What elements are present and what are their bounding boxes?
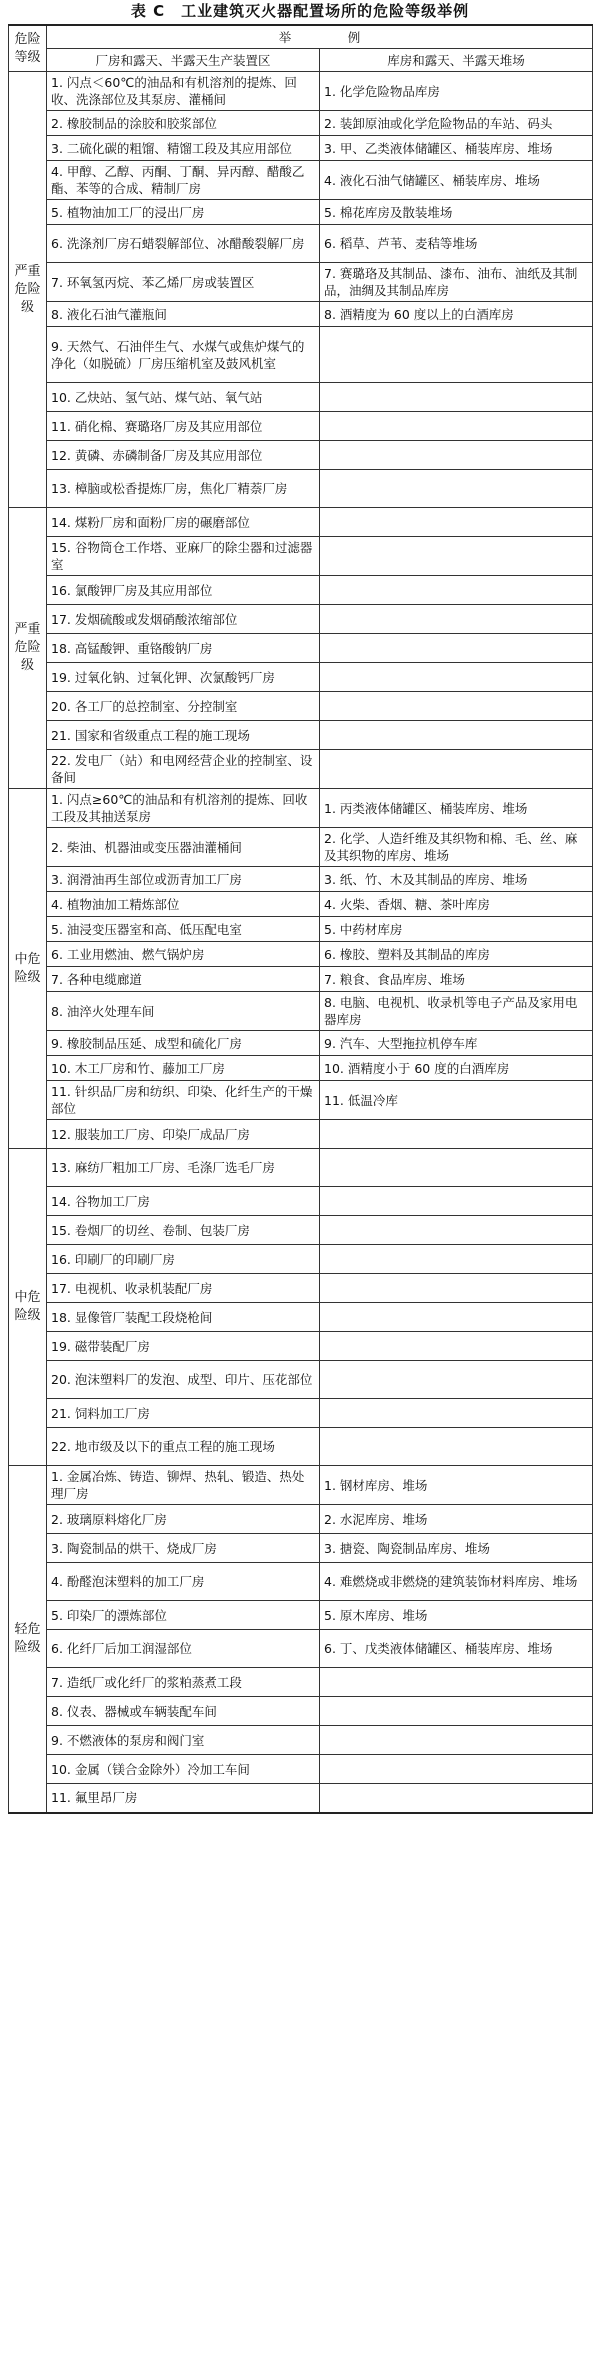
factory-example-cell: 13. 樟脑或松香提炼厂房，焦化厂精萘厂房: [47, 470, 320, 508]
factory-example-cell: 16. 氯酸钾厂房及其应用部位: [47, 576, 320, 605]
factory-example-cell: 6. 洗涤剂厂房石蜡裂解部位、冰醋酸裂解厂房: [47, 225, 320, 263]
factory-example-cell: 20. 泡沫塑料厂的发泡、成型、印片、压花部位: [47, 1361, 320, 1399]
header-level: 危险等级: [9, 25, 47, 72]
factory-example-cell: 1. 金属冶炼、铸造、铆焊、热轧、锻造、热处理厂房: [47, 1466, 320, 1505]
table-row: [9, 412, 593, 441]
warehouse-example-cell: 1. 丙类液体储罐区、桶装库房、堆场: [320, 789, 593, 828]
hazard-level-label: 严重危险级: [9, 72, 47, 508]
table-row: [9, 605, 593, 634]
warehouse-example-cell: 5. 中药材库房: [320, 917, 593, 942]
table-row: [9, 1697, 593, 1726]
warehouse-example-cell: [320, 327, 593, 383]
warehouse-example-cell: [320, 1784, 593, 1813]
warehouse-example-cell: [320, 1274, 593, 1303]
table-row: [9, 1056, 593, 1081]
warehouse-example-cell: 6. 稻草、芦苇、麦秸等堆场: [320, 225, 593, 263]
warehouse-example-cell: 3. 纸、竹、木及其制品的库房、堆场: [320, 867, 593, 892]
factory-example-cell: 5. 油浸变压器室和高、低压配电室: [47, 917, 320, 942]
table-row: [9, 750, 593, 789]
table-row: [9, 1081, 593, 1120]
warehouse-example-cell: [320, 537, 593, 576]
warehouse-example-cell: 9. 汽车、大型拖拉机停车库: [320, 1031, 593, 1056]
factory-example-cell: 19. 过氧化钠、过氧化钾、次氯酸钙厂房: [47, 663, 320, 692]
warehouse-example-cell: 1. 化学危险物品库房: [320, 72, 593, 111]
warehouse-example-cell: [320, 634, 593, 663]
table-row: [9, 917, 593, 942]
warehouse-example-cell: [320, 1755, 593, 1784]
table-row: [9, 1668, 593, 1697]
warehouse-example-cell: [320, 1245, 593, 1274]
table-row: [9, 72, 593, 111]
factory-example-cell: 17. 电视机、收录机装配厂房: [47, 1274, 320, 1303]
warehouse-example-cell: [320, 576, 593, 605]
table-row: [9, 327, 593, 383]
header-row-1: [9, 25, 593, 49]
table-row: [9, 721, 593, 750]
table-row: [9, 892, 593, 917]
factory-example-cell: 11. 氟里昂厂房: [47, 1784, 320, 1813]
page-title: 表 C 工业建筑灭火器配置场所的危险等级举例: [130, 2, 470, 20]
table-row: [9, 441, 593, 470]
factory-example-cell: 22. 地市级及以下的重点工程的施工现场: [47, 1428, 320, 1466]
table-row: [9, 1428, 593, 1466]
table-row: [9, 1726, 593, 1755]
header-col1: 厂房和露天、半露天生产装置区: [47, 49, 320, 72]
table-row: [9, 1274, 593, 1303]
factory-example-cell: 11. 硝化棉、赛璐珞厂房及其应用部位: [47, 412, 320, 441]
factory-example-cell: 17. 发烟硫酸或发烟硝酸浓缩部位: [47, 605, 320, 634]
warehouse-example-cell: [320, 1120, 593, 1149]
factory-example-cell: 6. 工业用燃油、燃气锅炉房: [47, 942, 320, 967]
warehouse-example-cell: 7. 赛璐珞及其制品、漆布、油布、油纸及其制品，油绸及其制品库房: [320, 263, 593, 302]
warehouse-example-cell: [320, 1399, 593, 1428]
factory-example-cell: 16. 印刷厂的印刷厂房: [47, 1245, 320, 1274]
warehouse-example-cell: 11. 低温冷库: [320, 1081, 593, 1120]
factory-example-cell: 3. 二硫化碳的粗馏、精馏工段及其应用部位: [47, 136, 320, 161]
factory-example-cell: 9. 橡胶制品压延、成型和硫化厂房: [47, 1031, 320, 1056]
factory-example-cell: 6. 化纤厂后加工润湿部位: [47, 1630, 320, 1668]
table-row: [9, 1563, 593, 1601]
table-row: [9, 942, 593, 967]
table-row: [9, 867, 593, 892]
warehouse-example-cell: 4. 难燃烧或非燃烧的建筑装饰材料库房、堆场: [320, 1563, 593, 1601]
warehouse-example-cell: [320, 1726, 593, 1755]
warehouse-example-cell: 8. 酒精度为 60 度以上的白酒库房: [320, 302, 593, 327]
table-row: [9, 263, 593, 302]
table-row: [9, 1755, 593, 1784]
warehouse-example-cell: [320, 663, 593, 692]
warehouse-example-cell: [320, 441, 593, 470]
warehouse-example-cell: [320, 1697, 593, 1726]
table-row: [9, 789, 593, 828]
factory-example-cell: 10. 木工厂房和竹、藤加工厂房: [47, 1056, 320, 1081]
table-row: [9, 1466, 593, 1505]
factory-example-cell: 7. 环氧氢丙烷、苯乙烯厂房或装置区: [47, 263, 320, 302]
factory-example-cell: 1. 闪点≥60℃的油品和有机溶剂的提炼、回收工段及其抽送泵房: [47, 789, 320, 828]
table-row: [9, 1630, 593, 1668]
warehouse-example-cell: [320, 692, 593, 721]
warehouse-example-cell: 1. 钢材库房、堆场: [320, 1466, 593, 1505]
warehouse-example-cell: 4. 液化石油气储罐区、桶装库房、堆场: [320, 161, 593, 200]
warehouse-example-cell: 2. 装卸原油或化学危险物品的车站、码头: [320, 111, 593, 136]
warehouse-example-cell: [320, 721, 593, 750]
factory-example-cell: 20. 各工厂的总控制室、分控制室: [47, 692, 320, 721]
warehouse-example-cell: [320, 1216, 593, 1245]
table-row: [9, 992, 593, 1031]
table-row: [9, 136, 593, 161]
factory-example-cell: 2. 橡胶制品的涂胶和胶浆部位: [47, 111, 320, 136]
factory-example-cell: 14. 谷物加工厂房: [47, 1187, 320, 1216]
header-col2: 库房和露天、半露天堆场: [320, 49, 593, 72]
factory-example-cell: 4. 植物油加工精炼部位: [47, 892, 320, 917]
factory-example-cell: 2. 玻璃原料熔化厂房: [47, 1505, 320, 1534]
factory-example-cell: 22. 发电厂（站）和电网经营企业的控制室、设备间: [47, 750, 320, 789]
warehouse-example-cell: 5. 棉花库房及散装堆场: [320, 200, 593, 225]
table-row: [9, 1149, 593, 1187]
table-row: [9, 692, 593, 721]
warehouse-example-cell: [320, 412, 593, 441]
table-row: [9, 537, 593, 576]
header-row-2: [9, 49, 593, 72]
factory-example-cell: 12. 服装加工厂房、印染厂成品厂房: [47, 1120, 320, 1149]
factory-example-cell: 10. 金属（镁合金除外）冷加工车间: [47, 1755, 320, 1784]
warehouse-example-cell: 7. 粮食、食品库房、堆场: [320, 967, 593, 992]
factory-example-cell: 18. 高锰酸钾、重铬酸钠厂房: [47, 634, 320, 663]
warehouse-example-cell: [320, 470, 593, 508]
factory-example-cell: 3. 陶瓷制品的烘干、烧成厂房: [47, 1534, 320, 1563]
table-row: [9, 111, 593, 136]
table-row: [9, 161, 593, 200]
warehouse-example-cell: 4. 火柴、香烟、糖、茶叶库房: [320, 892, 593, 917]
table-row: [9, 1120, 593, 1149]
hazard-level-label: 轻危险级: [9, 1466, 47, 1813]
warehouse-example-cell: [320, 1332, 593, 1361]
table-row: [9, 225, 593, 263]
table-row: [9, 383, 593, 412]
table-row: [9, 1303, 593, 1332]
table-row: [9, 1505, 593, 1534]
factory-example-cell: 5. 印染厂的漂炼部位: [47, 1601, 320, 1630]
warehouse-example-cell: 3. 搪瓷、陶瓷制品库房、堆场: [320, 1534, 593, 1563]
table-row: [9, 1534, 593, 1563]
factory-example-cell: 18. 显像管厂装配工段烧枪间: [47, 1303, 320, 1332]
table-row: [9, 1187, 593, 1216]
table-row: [9, 828, 593, 867]
factory-example-cell: 4. 酚醛泡沫塑料的加工厂房: [47, 1563, 320, 1601]
table-row: [9, 1399, 593, 1428]
table-row: [9, 470, 593, 508]
warehouse-example-cell: 8. 电脑、电视机、收录机等电子产品及家用电器库房: [320, 992, 593, 1031]
factory-example-cell: 12. 黄磷、赤磷制备厂房及其应用部位: [47, 441, 320, 470]
factory-example-cell: 13. 麻纺厂粗加工厂房、毛涤厂选毛厂房: [47, 1149, 320, 1187]
table-row: [9, 1216, 593, 1245]
factory-example-cell: 4. 甲醇、乙醇、丙酮、丁酮、异丙醇、醋酸乙酯、苯等的合成、精制厂房: [47, 161, 320, 200]
factory-example-cell: 2. 柴油、机器油或变压器油灌桶间: [47, 828, 320, 867]
table-row: [9, 200, 593, 225]
warehouse-example-cell: 6. 丁、戊类液体储罐区、桶装库房、堆场: [320, 1630, 593, 1668]
hazard-level-table: [8, 24, 593, 1814]
warehouse-example-cell: [320, 1303, 593, 1332]
warehouse-example-cell: 3. 甲、乙类液体储罐区、桶装库房、堆场: [320, 136, 593, 161]
warehouse-example-cell: [320, 605, 593, 634]
factory-example-cell: 9. 不燃液体的泵房和阀门室: [47, 1726, 320, 1755]
factory-example-cell: 1. 闪点＜60℃的油品和有机溶剂的提炼、回收、洗涤部位及其泵房、灌桶间: [47, 72, 320, 111]
table-row: [9, 1361, 593, 1399]
warehouse-example-cell: 5. 原木库房、堆场: [320, 1601, 593, 1630]
factory-example-cell: 3. 润滑油再生部位或沥青加工厂房: [47, 867, 320, 892]
factory-example-cell: 8. 液化石油气灌瓶间: [47, 302, 320, 327]
table-row: [9, 302, 593, 327]
warehouse-example-cell: 2. 化学、人造纤维及其织物和棉、毛、丝、麻及其织物的库房、堆场: [320, 828, 593, 867]
table-row: [9, 1031, 593, 1056]
factory-example-cell: 14. 煤粉厂房和面粉厂房的碾磨部位: [47, 508, 320, 537]
factory-example-cell: 11. 针织品厂房和纺织、印染、化纤生产的干燥部位: [47, 1081, 320, 1120]
warehouse-example-cell: [320, 1668, 593, 1697]
table-row: [9, 576, 593, 605]
table-row: [9, 1601, 593, 1630]
factory-example-cell: 15. 卷烟厂的切丝、卷制、包装厂房: [47, 1216, 320, 1245]
factory-example-cell: 21. 国家和省级重点工程的施工现场: [47, 721, 320, 750]
table-row: [9, 1332, 593, 1361]
warehouse-example-cell: [320, 1149, 593, 1187]
table-row: [9, 508, 593, 537]
factory-example-cell: 9. 天然气、石油伴生气、水煤气或焦炉煤气的净化（如脱硫）厂房压缩机室及鼓风机室: [47, 327, 320, 383]
warehouse-example-cell: [320, 1428, 593, 1466]
factory-example-cell: 21. 饲料加工厂房: [47, 1399, 320, 1428]
factory-example-cell: 5. 植物油加工厂的浸出厂房: [47, 200, 320, 225]
factory-example-cell: 15. 谷物筒仓工作塔、亚麻厂的除尘器和过滤器室: [47, 537, 320, 576]
hazard-level-label: 中危险级: [9, 789, 47, 1149]
hazard-level-label: 严重危险级: [9, 508, 47, 789]
warehouse-example-cell: [320, 1361, 593, 1399]
table-row: [9, 663, 593, 692]
warehouse-example-cell: [320, 508, 593, 537]
warehouse-example-cell: 6. 橡胶、塑料及其制品的库房: [320, 942, 593, 967]
factory-example-cell: 8. 仪表、器械或车辆装配车间: [47, 1697, 320, 1726]
warehouse-example-cell: [320, 1187, 593, 1216]
table-row: [9, 967, 593, 992]
warehouse-example-cell: 2. 水泥库房、堆场: [320, 1505, 593, 1534]
table-row: [9, 1245, 593, 1274]
warehouse-example-cell: [320, 750, 593, 789]
factory-example-cell: 8. 油淬火处理车间: [47, 992, 320, 1031]
factory-example-cell: 7. 造纸厂或化纤厂的浆粕蒸煮工段: [47, 1668, 320, 1697]
factory-example-cell: 19. 磁带装配厂房: [47, 1332, 320, 1361]
table-row: [9, 1784, 593, 1813]
hazard-level-label: 中危险级: [9, 1149, 47, 1466]
warehouse-example-cell: [320, 383, 593, 412]
table-row: [9, 634, 593, 663]
warehouse-example-cell: 10. 酒精度小于 60 度的白酒库房: [320, 1056, 593, 1081]
factory-example-cell: 7. 各种电缆廊道: [47, 967, 320, 992]
header-examples: 举 例: [47, 25, 593, 49]
factory-example-cell: 10. 乙炔站、氢气站、煤气站、氧气站: [47, 383, 320, 412]
